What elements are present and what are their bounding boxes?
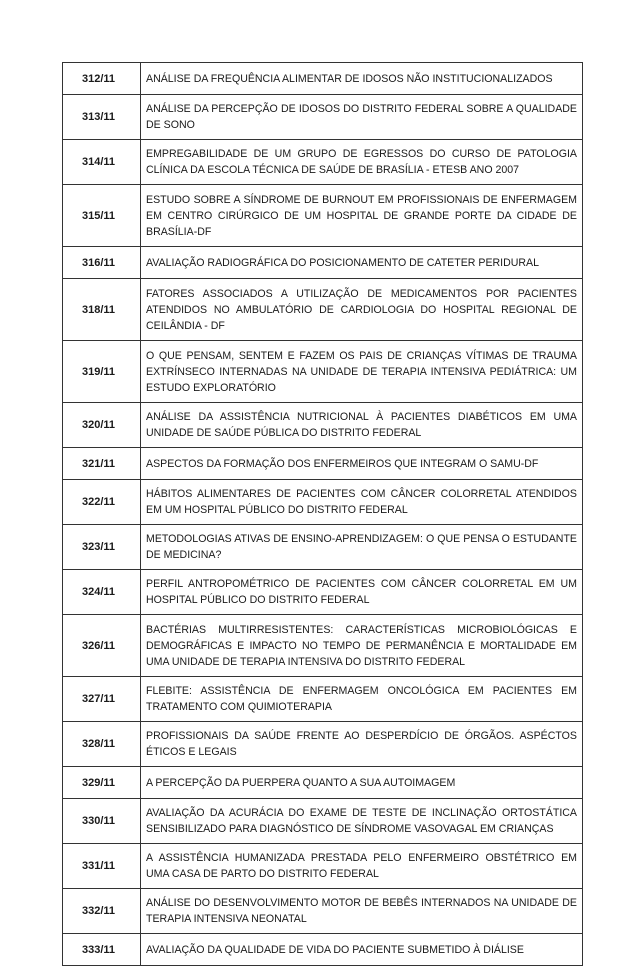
table-row <box>63 570 583 615</box>
project-title: ESTUDO SOBRE A SÍNDROME DE BURNOUT EM PROFISSIONAIS DE ENFERMAGEM EM CENTRO CIRÚRGICO DE UM HOSPITAL DE GRANDE PORTE DA CIDADE DE BRASÍLIA-DF <box>141 185 583 247</box>
project-title: FLEBITE: ASSISTÊNCIA DE ENFERMAGEM ONCOLÓGICA EM PACIENTES EM TRATAMENTO COM QUIMIOTERAPIA <box>141 677 583 722</box>
table-row <box>63 403 583 448</box>
project-title: A PERCEPÇÃO DA PUERPERA QUANTO A SUA AUTOIMAGEM <box>141 767 583 799</box>
project-title: HÁBITOS ALIMENTARES DE PACIENTES COM CÂNCER COLORRETAL ATENDIDOS EM UM HOSPITAL PÚBLICO DO DISTRITO FEDERAL <box>141 480 583 525</box>
project-code: 326/11 <box>63 615 141 677</box>
project-code: 314/11 <box>63 140 141 185</box>
table-row <box>63 279 583 341</box>
project-registry-table <box>62 62 583 966</box>
project-code: 318/11 <box>63 279 141 341</box>
project-title: A ASSISTÊNCIA HUMANIZADA PRESTADA PELO ENFERMEIRO OBSTÉTRICO EM UMA CASA DE PARTO DO DISTRITO FEDERAL <box>141 844 583 889</box>
project-code: 330/11 <box>63 799 141 844</box>
table-row <box>63 889 583 934</box>
project-code: 322/11 <box>63 480 141 525</box>
project-title: PROFISSIONAIS DA SAÚDE FRENTE AO DESPERDÍCIO DE ÓRGÃOS. ASPÉCTOS ÉTICOS E LEGAIS <box>141 722 583 767</box>
project-code: 324/11 <box>63 570 141 615</box>
table-row <box>63 341 583 403</box>
project-code: 321/11 <box>63 448 141 480</box>
project-title: EMPREGABILIDADE DE UM GRUPO DE EGRESSOS DO CURSO DE PATOLOGIA CLÍNICA DA ESCOLA TÉCNICA DE SAÚDE DE BRASÍLIA - ETESB ANO 2007 <box>141 140 583 185</box>
table-row <box>63 767 583 799</box>
table-row <box>63 677 583 722</box>
project-title: ASPECTOS DA FORMAÇÃO DOS ENFERMEIROS QUE INTEGRAM O SAMU-DF <box>141 448 583 480</box>
table-row <box>63 722 583 767</box>
project-code: 332/11 <box>63 889 141 934</box>
project-title: O QUE PENSAM, SENTEM E FAZEM OS PAIS DE CRIANÇAS VÍTIMAS DE TRAUMA EXTRÍNSECO INTERNADAS NA UNIDADE DE TERAPIA INTENSIVA PEDIÁTRICA: UM ESTUDO EXPLORATÓRIO <box>141 341 583 403</box>
table-row <box>63 934 583 966</box>
project-code: 316/11 <box>63 247 141 279</box>
project-title: ANÁLISE DO DESENVOLVIMENTO MOTOR DE BEBÊS INTERNADOS NA UNIDADE DE TERAPIA INTENSIVA NEONATAL <box>141 889 583 934</box>
table-row <box>63 615 583 677</box>
project-title: ANÁLISE DA ASSISTÊNCIA NUTRICIONAL À PACIENTES DIABÉTICOS EM UMA UNIDADE DE SAÚDE PÚBLICA DO DISTRITO FEDERAL <box>141 403 583 448</box>
table-row <box>63 525 583 570</box>
project-code: 323/11 <box>63 525 141 570</box>
table-row <box>63 247 583 279</box>
table-row <box>63 95 583 140</box>
table-row <box>63 844 583 889</box>
project-title: BACTÉRIAS MULTIRRESISTENTES: CARACTERÍSTICAS MICROBIOLÓGICAS E DEMOGRÁFICAS E IMPACTO NO TEMPO DE PERMANÊNCIA E MORTALIDADE EM UMA UNIDADE DE TERAPIA INTENSIVA DO DISTRITO FEDERAL <box>141 615 583 677</box>
project-code: 329/11 <box>63 767 141 799</box>
project-code: 333/11 <box>63 934 141 966</box>
table-row <box>63 63 583 95</box>
project-code: 320/11 <box>63 403 141 448</box>
project-title: AVALIAÇÃO DA ACURÁCIA DO EXAME DE TESTE DE INCLINAÇÃO ORTOSTÁTICA SENSIBILIZADO PARA DIAGNÓSTICO DE SÍNDROME VASOVAGAL EM CRIANÇAS <box>141 799 583 844</box>
table-row <box>63 140 583 185</box>
project-title: PERFIL ANTROPOMÉTRICO DE PACIENTES COM CÂNCER COLORRETAL EM UM HOSPITAL PÚBLICO DO DISTRITO FEDERAL <box>141 570 583 615</box>
project-title: FATORES ASSOCIADOS A UTILIZAÇÃO DE MEDICAMENTOS POR PACIENTES ATENDIDOS NO AMBULATÓRIO DE CARDIOLOGIA DO HOSPITAL REGIONAL DE CEILÂNDIA - DF <box>141 279 583 341</box>
project-code: 331/11 <box>63 844 141 889</box>
project-code: 312/11 <box>63 63 141 95</box>
table-row <box>63 448 583 480</box>
project-code: 328/11 <box>63 722 141 767</box>
table-row <box>63 480 583 525</box>
project-code: 313/11 <box>63 95 141 140</box>
table-row <box>63 185 583 247</box>
project-title: AVALIAÇÃO DA QUALIDADE DE VIDA DO PACIENTE SUBMETIDO À DIÁLISE <box>141 934 583 966</box>
project-code: 315/11 <box>63 185 141 247</box>
project-title: ANÁLISE DA PERCEPÇÃO DE IDOSOS DO DISTRITO FEDERAL SOBRE A QUALIDADE DE SONO <box>141 95 583 140</box>
project-code: 327/11 <box>63 677 141 722</box>
project-code: 319/11 <box>63 341 141 403</box>
table-row <box>63 799 583 844</box>
project-title: AVALIAÇÃO RADIOGRÁFICA DO POSICIONAMENTO DE CATETER PERIDURAL <box>141 247 583 279</box>
project-title: ANÁLISE DA FREQUÊNCIA ALIMENTAR DE IDOSOS NÃO INSTITUCIONALIZADOS <box>141 63 583 95</box>
project-title: METODOLOGIAS ATIVAS DE ENSINO-APRENDIZAGEM: O QUE PENSA O ESTUDANTE DE MEDICINA? <box>141 525 583 570</box>
document-page <box>62 62 583 966</box>
